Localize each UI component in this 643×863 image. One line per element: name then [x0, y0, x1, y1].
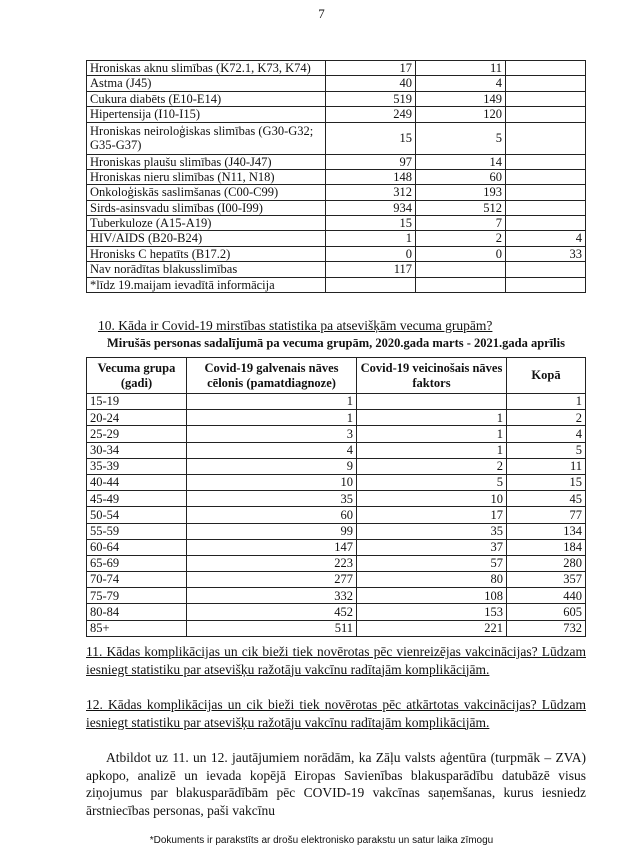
page-number: 7	[318, 6, 325, 21]
table-row	[87, 410, 586, 426]
table-row	[87, 523, 586, 539]
age-group-cell: 20-24	[87, 410, 187, 426]
value-cell	[506, 169, 586, 184]
value-cell: 153	[357, 604, 507, 620]
value-cell: 5	[357, 474, 507, 490]
value-cell: 1	[357, 426, 507, 442]
value-cell: 332	[187, 588, 357, 604]
table-row	[87, 458, 586, 474]
condition-cell: Hipertensija (I10-I15)	[87, 107, 326, 122]
table-row	[87, 507, 586, 523]
value-cell: 10	[357, 491, 507, 507]
condition-cell: Cukura diabēts (E10-E14)	[87, 91, 326, 106]
condition-cell: Hroniskas aknu slimības (K72.1, K73, K74)	[87, 61, 326, 76]
value-cell	[506, 262, 586, 277]
table-row	[87, 76, 586, 91]
age-group-cell: 15-19	[87, 394, 187, 410]
value-cell: 277	[187, 572, 357, 588]
value-cell: 732	[507, 620, 586, 636]
value-cell: 9	[187, 458, 357, 474]
value-cell: 57	[357, 555, 507, 571]
condition-cell: Hroniskas plaušu slimības (J40-J47)	[87, 154, 326, 169]
table-row	[87, 154, 586, 169]
value-cell: 2	[416, 231, 506, 246]
condition-cell: Hroniskas neiroloģiskas slimības (G30-G32; G35-G37)	[87, 122, 326, 154]
value-cell: 1	[187, 410, 357, 426]
answer-paragraph: Atbildot uz 11. un 12. jautājumiem norādām, ka Zāļu valsts aģentūra (turpmāk – ZVA) apkopo, analizē un ievada kopējā Eiropas Savienības blakusparādību datubāzē visus ziņojumus par blakusparādībām pēc COVID-19 vakcīnas saņemšanas, kurus iesniedz ārstniecības personas, paši vakcīnu	[86, 750, 586, 818]
value-cell: 4	[507, 426, 586, 442]
value-cell	[506, 200, 586, 215]
table-row	[87, 604, 586, 620]
age-group-cell: 30-34	[87, 442, 187, 458]
condition-cell: Hronisks C hepatīts (B17.2)	[87, 246, 326, 261]
condition-cell: Astma (J45)	[87, 76, 326, 91]
value-cell: 511	[187, 620, 357, 636]
table-row	[87, 474, 586, 490]
value-cell: 4	[416, 76, 506, 91]
table-row	[87, 262, 586, 277]
value-cell: 223	[187, 555, 357, 571]
condition-cell: Nav norādītas blakusslimības	[87, 262, 326, 277]
table-row	[87, 394, 586, 410]
table-row	[87, 185, 586, 200]
value-cell: 11	[507, 458, 586, 474]
signature-footer: *Dokuments ir parakstīts ar drošu elektronisko parakstu un satur laika zīmogu	[149, 835, 494, 846]
age-group-cell: 65-69	[87, 555, 187, 571]
header-main-cause: Covid-19 galvenais nāves cēlonis (pamatdiagnoze)	[187, 358, 357, 394]
value-cell: 312	[326, 185, 416, 200]
value-cell	[506, 107, 586, 122]
value-cell	[506, 61, 586, 76]
value-cell: 4	[506, 231, 586, 246]
value-cell: 4	[187, 442, 357, 458]
value-cell: 934	[326, 200, 416, 215]
value-cell: 99	[187, 523, 357, 539]
value-cell	[506, 122, 586, 154]
value-cell: 60	[416, 169, 506, 184]
table-row	[87, 91, 586, 106]
value-cell: 280	[507, 555, 586, 571]
value-cell	[506, 91, 586, 106]
value-cell: 37	[357, 539, 507, 555]
value-cell: 60	[187, 507, 357, 523]
value-cell: 357	[507, 572, 586, 588]
value-cell	[506, 277, 586, 292]
value-cell: 148	[326, 169, 416, 184]
table-row	[87, 572, 586, 588]
age-group-cell: 75-79	[87, 588, 187, 604]
value-cell: 1	[326, 231, 416, 246]
value-cell	[326, 277, 416, 292]
table-row	[87, 107, 586, 122]
value-cell: 35	[187, 491, 357, 507]
value-cell: 2	[507, 410, 586, 426]
value-cell: 120	[416, 107, 506, 122]
table-row	[87, 426, 586, 442]
age-group-cell: 55-59	[87, 523, 187, 539]
value-cell: 14	[416, 154, 506, 169]
value-cell: 147	[187, 539, 357, 555]
table-row	[87, 539, 586, 555]
age-group-cell: 70-74	[87, 572, 187, 588]
condition-cell: Onkoloģiskās saslimšanas (C00-C99)	[87, 185, 326, 200]
value-cell: 11	[416, 61, 506, 76]
value-cell: 452	[187, 604, 357, 620]
value-cell: 1	[507, 394, 586, 410]
value-cell: 440	[507, 588, 586, 604]
comorbidity-table	[86, 60, 586, 293]
value-cell	[506, 76, 586, 91]
value-cell	[416, 277, 506, 292]
value-cell: 35	[357, 523, 507, 539]
table-row	[87, 122, 586, 154]
table-row	[87, 200, 586, 215]
value-cell: 2	[357, 458, 507, 474]
condition-cell: *līdz 19.maijam ievadītā informācija	[87, 277, 326, 292]
value-cell: 134	[507, 523, 586, 539]
value-cell: 512	[416, 200, 506, 215]
age-group-cell: 35-39	[87, 458, 187, 474]
value-cell: 97	[326, 154, 416, 169]
value-cell: 77	[507, 507, 586, 523]
value-cell: 149	[416, 91, 506, 106]
value-cell: 15	[326, 216, 416, 231]
age-group-cell: 60-64	[87, 539, 187, 555]
value-cell: 5	[416, 122, 506, 154]
age-group-cell: 45-49	[87, 491, 187, 507]
value-cell: 10	[187, 474, 357, 490]
value-cell: 45	[507, 491, 586, 507]
table-row	[87, 61, 586, 76]
header-contributing-factor: Covid-19 veicinošais nāves faktors	[357, 358, 507, 394]
age-group-cell: 25-29	[87, 426, 187, 442]
value-cell: 80	[357, 572, 507, 588]
value-cell: 15	[326, 122, 416, 154]
value-cell: 5	[507, 442, 586, 458]
table-row	[87, 169, 586, 184]
question-11: 11. Kādas komplikācijas un cik bieži tiek novērotas pēc vienreizējas vakcinācijas? Lūdzam iesniegt statistiku par atsevišķu ražotāju vakcīnu radītajām komplikācijām.	[86, 644, 586, 677]
value-cell	[506, 216, 586, 231]
age-group-mortality-table	[86, 357, 586, 637]
table-row	[87, 620, 586, 636]
condition-cell: HIV/AIDS (B20-B24)	[87, 231, 326, 246]
age-group-cell: 40-44	[87, 474, 187, 490]
age-group-cell: 50-54	[87, 507, 187, 523]
value-cell: 605	[507, 604, 586, 620]
value-cell: 1	[357, 410, 507, 426]
question-12: 12. Kādas komplikācijas un cik bieži tiek novērotas pēc atkārtotas vakcinācijas? Lūdzam iesniegt statistiku par atsevišķu ražotāju vakcīnu radītajām komplikācijām.	[86, 697, 586, 730]
value-cell: 7	[416, 216, 506, 231]
age-group-cell: 85+	[87, 620, 187, 636]
table-row	[87, 231, 586, 246]
value-cell: 193	[416, 185, 506, 200]
value-cell: 3	[187, 426, 357, 442]
value-cell: 184	[507, 539, 586, 555]
value-cell: 33	[506, 246, 586, 261]
table-row	[87, 588, 586, 604]
table-row	[87, 277, 586, 292]
table-row	[87, 246, 586, 261]
value-cell: 1	[357, 442, 507, 458]
value-cell: 108	[357, 588, 507, 604]
value-cell: 0	[326, 246, 416, 261]
value-cell: 17	[357, 507, 507, 523]
value-cell: 0	[416, 246, 506, 261]
table-row	[87, 555, 586, 571]
value-cell: 17	[326, 61, 416, 76]
value-cell	[357, 394, 507, 410]
value-cell: 117	[326, 262, 416, 277]
value-cell: 40	[326, 76, 416, 91]
header-total: Kopā	[507, 358, 586, 394]
value-cell	[506, 185, 586, 200]
value-cell: 221	[357, 620, 507, 636]
table-row	[87, 216, 586, 231]
condition-cell: Sirds-asinsvadu slimības (I00-I99)	[87, 200, 326, 215]
table2-subtitle: Mirušās personas sadalījumā pa vecuma grupām, 2020.gada marts - 2021.gada aprīlis	[106, 336, 565, 350]
table-row	[87, 442, 586, 458]
value-cell	[416, 262, 506, 277]
condition-cell: Hroniskas nieru slimības (N11, N18)	[87, 169, 326, 184]
value-cell	[506, 154, 586, 169]
age-group-cell: 80-84	[87, 604, 187, 620]
table-row	[87, 491, 586, 507]
value-cell: 519	[326, 91, 416, 106]
header-age-group: Vecuma grupa (gadi)	[87, 358, 187, 394]
value-cell: 15	[507, 474, 586, 490]
condition-cell: Tuberkuloze (A15-A19)	[87, 216, 326, 231]
question-10: 10. Kāda ir Covid-19 mirstības statistika pa atsevišķām vecuma grupām?	[98, 318, 493, 333]
value-cell: 249	[326, 107, 416, 122]
value-cell: 1	[187, 394, 357, 410]
